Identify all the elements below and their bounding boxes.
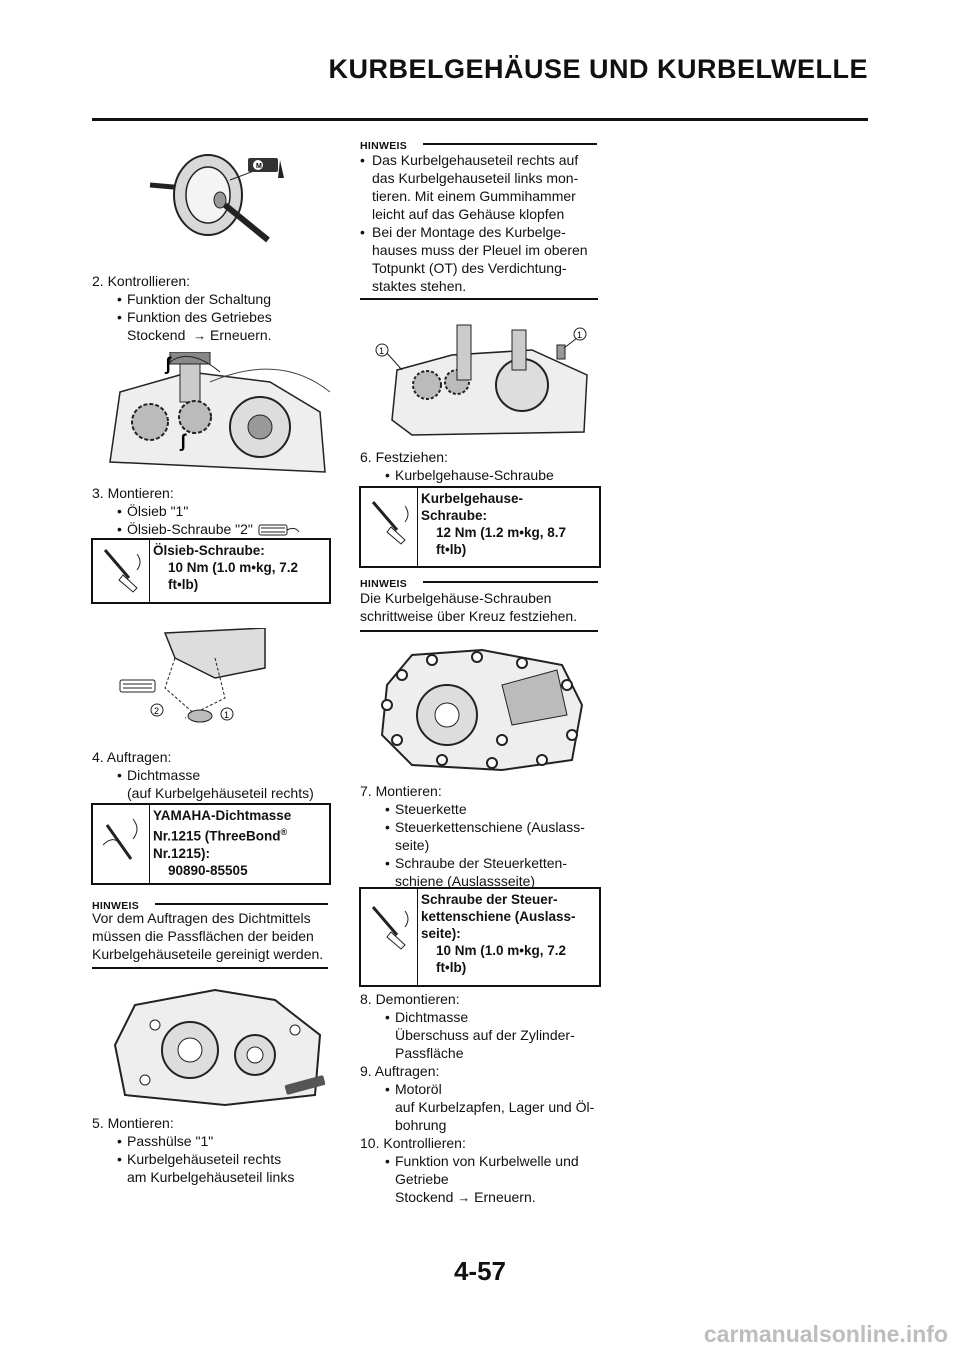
note-2-b1-l3: tieren. Mit einem Gummihammer: [372, 188, 576, 204]
step-10-condition: Stockend: [395, 1189, 454, 1205]
note-2-b2-l3: Totpunkt (OT) des Verdichtung-: [372, 260, 567, 276]
watermark: carmanualsonline.info: [703, 1321, 948, 1347]
oil-strainer-figure: [115, 628, 275, 736]
spec-3-value: 12 Nm (1.2 m•kg, 8.7: [436, 525, 567, 540]
note-3: [360, 589, 600, 625]
crankcase-sealant-figure: [105, 985, 330, 1110]
torque-wrench-icon: [257, 522, 301, 538]
step-7-bullet-2-cont: seite): [395, 837, 430, 853]
step-7-bullet-3: Schraube der Steuerketten-: [395, 855, 567, 871]
step-2-action: Erneuern.: [210, 327, 272, 343]
step-6: 6. Festziehen: • Kurbelgehause-Schraube: [360, 448, 600, 484]
step-6-bullet-1: Kurbelgehause-Schraube: [395, 467, 554, 483]
step-4-bullet-1: Dichtmasse: [127, 767, 201, 783]
steps-8-10: 8. Demontieren: • Dichtmasse Überschuss auf der Zylinder- Passfläche 9. Auftragen: • Motoröl auf Kurbelzapfen, Lager und Öl- bohrung 10. Kontrollieren: • Funktion von Kurbelwelle und Getriebe Stockend → Erneuern.: [360, 990, 610, 1207]
note-1-line-3: Kurbelgehäuseteile gereinigt werden.: [92, 946, 324, 962]
spec-4-value: 10 Nm (1.0 m•kg, 7.2: [436, 943, 567, 958]
note-2-b1-l2: das Kurbelgehauseteil links mon-: [372, 170, 579, 186]
step-9-heading: 9. Auftragen:: [360, 1063, 440, 1079]
svg-text:ʃ: ʃ: [180, 431, 186, 451]
step-2: 2. Kontrollieren: • Funktion der Schaltung • Funktion des Getriebes Stockend → Erneuern.: [92, 272, 332, 345]
spec-2-part-number: 90890-85505: [168, 862, 248, 878]
step-2-condition: Stockend: [127, 327, 186, 343]
note-3-bottom-rule: [360, 630, 598, 632]
page-number: 4-57: [453, 1256, 507, 1286]
torque-spec-timing-chain-guide: [359, 887, 601, 987]
note-3-line-1: Die Kurbelgehäuse-Schrauben: [360, 590, 552, 606]
spec-4-line-2: kettenschiene (Auslass-: [421, 909, 576, 924]
spec-2-line-3: Nr.1215):: [153, 845, 211, 861]
step-3-bullet-2: Ölsieb-Schraube "2": [127, 521, 253, 537]
spec-4-value-cont: ft•lb): [436, 960, 467, 975]
note-3-line-2: schrittweise über Kreuz festziehen.: [360, 608, 578, 624]
note-2-bottom-rule: [360, 298, 598, 300]
step-5-bullet-2: Kurbelgehäuseteil rechts: [127, 1151, 282, 1167]
step-9-detail-1: auf Kurbelzapfen, Lager und Öl-: [395, 1099, 595, 1115]
label-m: M: [256, 163, 262, 170]
spec-3-line-2: Schraube:: [421, 508, 488, 523]
step-3-heading: 3. Montieren:: [92, 485, 174, 501]
spec-1-label: Ölsieb-Schraube:: [153, 543, 265, 558]
page-title: KURBELGEHÄUSE UND KURBELWELLE: [328, 54, 868, 84]
spec-3-value-cont: ft•lb): [436, 542, 467, 557]
note-2-b2-l4: staktes stehen.: [372, 278, 467, 294]
crankcase-bolt-pattern-figure: [372, 645, 587, 775]
step-8-detail-1: Überschuss auf der Zylinder-: [395, 1027, 575, 1043]
step-7-heading: 7. Montieren:: [360, 783, 442, 799]
step-7: 7. Montieren: • Steuerkette • Steuerkettenschiene (Auslass- seite) • Schraube der Steuerketten- schiene (Auslassseite): [360, 782, 600, 890]
torque-spec-crankcase-bolt: [359, 486, 601, 568]
step-3: 3. Montieren: • Ölsieb "1" • Ölsieb-Schraube "2": [92, 484, 332, 538]
spec-4-line-3: seite):: [421, 926, 461, 941]
note-3-label: HINWEIS: [360, 578, 408, 590]
label-2: 2: [154, 706, 160, 716]
step-5: 5. Montieren: • Passhülse "1" • Kurbelgehäuseteil rechts am Kurbelgehäuseteil links: [92, 1114, 332, 1186]
step-3-bullet-1: Ölsieb "1": [127, 503, 189, 519]
spec-1-value-cont: ft•lb): [168, 577, 199, 592]
note-3-top-rule: [423, 581, 598, 583]
note-2-b1-l4: leicht auf das Gehäuse klopfen: [372, 206, 565, 222]
step-5-heading: 5. Montieren:: [92, 1115, 174, 1131]
spec-2-line-1: YAMAHA-Dichtmasse: [153, 808, 292, 823]
svg-text:ʃ: ʃ: [165, 354, 171, 374]
step-9-bullet-1: Motoröl: [395, 1081, 442, 1097]
sealant-tool-icon: [93, 805, 150, 883]
note-2-b2-l2: hauses muss der Pleuel im oberen: [372, 242, 588, 258]
step-7-bullet-1: Steuerkette: [395, 801, 467, 817]
step-10-action: Erneuern.: [474, 1189, 536, 1205]
step-8-bullet-1: Dichtmasse: [395, 1009, 469, 1025]
note-1-bottom-rule: [92, 967, 328, 969]
step-7-bullet-2: Steuerkettenschiene (Auslass-: [395, 819, 585, 835]
note-1-line-2: müssen die Passflächen der beiden: [92, 928, 314, 944]
arrow-icon: →: [193, 328, 207, 343]
note-2-label: HINWEIS: [360, 140, 408, 152]
arrow-icon: →: [457, 1190, 471, 1205]
step-10-detail-1: Getriebe: [395, 1171, 449, 1187]
note-1-label: HINWEIS: [92, 900, 140, 912]
note-1-top-rule: [155, 903, 328, 905]
step-10-heading: 10. Kontrollieren:: [360, 1135, 466, 1151]
torque-wrench-icon: [93, 540, 150, 602]
spec-1-value: 10 Nm (1.0 m•kg, 7.2: [168, 560, 299, 575]
sealant-spec: YAMAHA-Dichtmasse Nr.1215 (ThreeBond® Nr.1215): 90890-85505: [91, 803, 331, 885]
note-1-line-1: Vor dem Auftragen des Dichtmittels: [92, 910, 311, 926]
spec-4-line-1: Schraube der Steuer-: [421, 892, 558, 907]
note-2-b2-l1: Bei der Montage des Kurbelge-: [372, 224, 566, 240]
step-10-bullet-1: Funktion von Kurbelwelle und: [395, 1153, 579, 1169]
label-1: 1: [224, 710, 230, 720]
note-2-top-rule: [423, 143, 597, 145]
dowel-pin-figure: [372, 320, 597, 440]
step-5-bullet-1: Passhülse "1": [127, 1133, 214, 1149]
step-5-detail: am Kurbelgehäuseteil links: [127, 1169, 295, 1185]
step-4-heading: 4. Auftragen:: [92, 749, 172, 765]
spec-3-line-1: Kurbelgehause-: [421, 491, 524, 506]
step-2-bullet-2: Funktion des Getriebes: [127, 309, 272, 325]
step-8-detail-2: Passfläche: [395, 1045, 464, 1061]
step-9-detail-2: bohrung: [395, 1117, 447, 1133]
note-2: • Das Kurbelgehauseteil rechts auf das Kurbelgehauseteil links mon- tieren. Mit einem Gummihammer leicht auf das Gehäuse klopfen • Bei der Montage des Kurbelge- hauses muss der Pleuel im oberen Totpunkt (OT) des Verdichtung- staktes stehen.: [360, 151, 600, 295]
step-4: 4. Auftragen: • Dichtmasse (auf Kurbelgehäuseteil rechts): [92, 748, 332, 802]
gearbox-check-figure: [100, 352, 332, 477]
step-4-detail: (auf Kurbelgehäuseteil rechts): [127, 785, 314, 801]
step-8-heading: 8. Demontieren:: [360, 991, 460, 1007]
step-2-heading: 2. Kontrollieren:: [92, 273, 191, 289]
torque-wrench-icon: [361, 488, 418, 566]
step-6-heading: 6. Festziehen:: [360, 449, 448, 465]
label-1: 1: [379, 346, 385, 356]
spec-2-line-2: Nr.1215 (ThreeBond: [153, 828, 281, 844]
note-2-b1-l1: Das Kurbelgehauseteil rechts auf: [372, 152, 579, 168]
crankshaft-figure: [140, 140, 290, 250]
label-1: 1: [577, 330, 583, 340]
torque-spec-oil-strainer: [91, 538, 331, 604]
step-7-bullet-3-cont: schiene (Auslassseite): [395, 873, 536, 889]
note-1: [92, 909, 332, 963]
step-2-bullet-1: Funktion der Schaltung: [127, 291, 271, 307]
header-rule: [92, 118, 868, 121]
torque-wrench-icon: [361, 889, 418, 985]
